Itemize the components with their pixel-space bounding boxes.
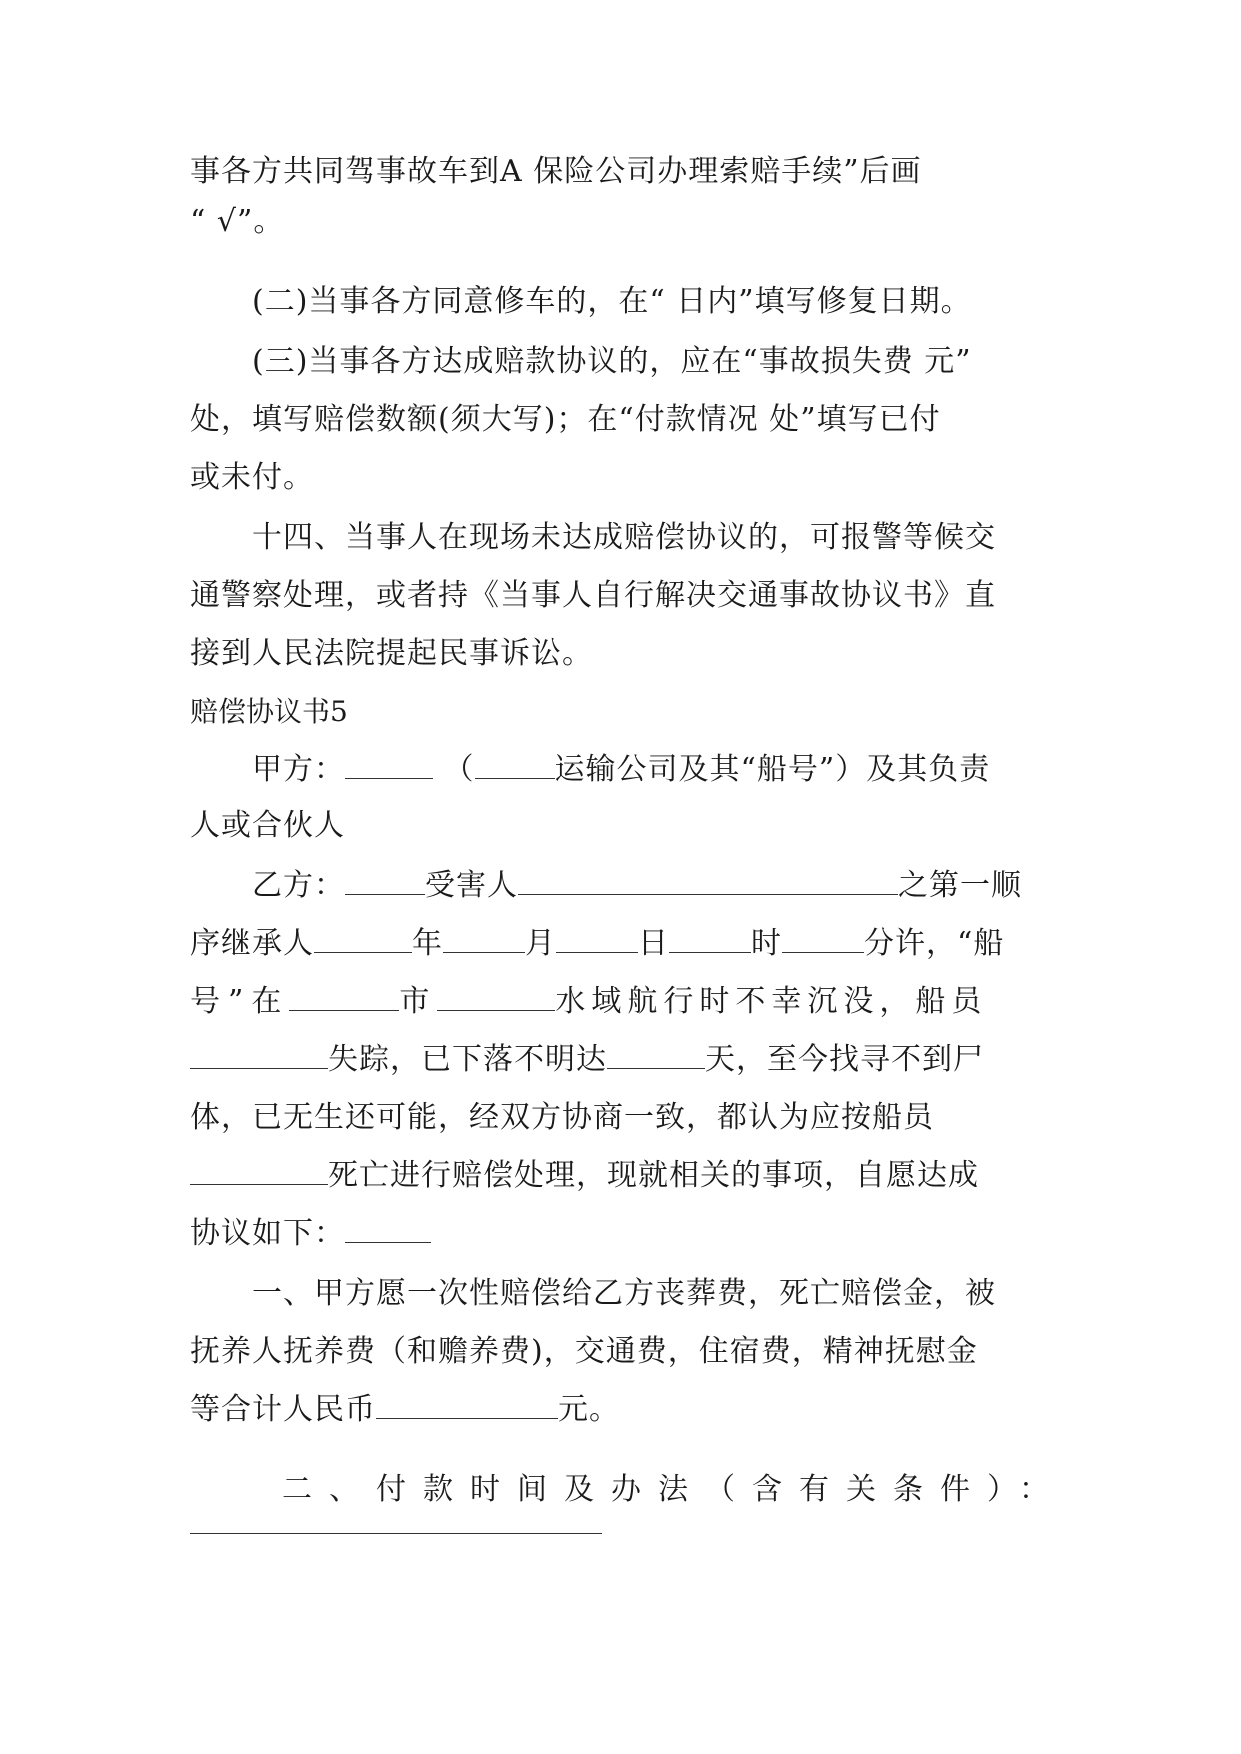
party-a-label: 甲方： xyxy=(252,752,345,787)
text-segment: 抚养人抚养费（和赡养费)，交通费，住宿费，精神抚慰金 xyxy=(190,1334,978,1369)
text-segment: 日 xyxy=(638,926,669,961)
paren-open: （ xyxy=(443,752,475,787)
paragraph-line xyxy=(190,576,1050,616)
blank-field xyxy=(607,1040,705,1069)
blank-field xyxy=(345,750,433,779)
paragraph-line xyxy=(190,806,1050,846)
blank-field xyxy=(437,982,555,1011)
text-line: (三)当事各方达成赔款协议的，应在“事故损失费 元” xyxy=(252,344,972,379)
paragraph-line xyxy=(190,458,1050,498)
text-segment: 时 xyxy=(751,926,782,961)
text-segment: 号”在 xyxy=(190,984,290,1019)
clause-1-line xyxy=(190,1390,1050,1430)
paragraph-line xyxy=(190,400,1050,440)
party-b-line xyxy=(190,1214,1050,1254)
party-b-line xyxy=(252,866,1112,906)
party-b-line xyxy=(190,1098,1050,1138)
paragraph-line xyxy=(190,202,1050,242)
text-segment: 协议如下： xyxy=(190,1216,345,1251)
blank-field xyxy=(345,866,425,895)
text-segment: 死亡进行赔偿处理，现就相关的事项，自愿达成 xyxy=(328,1158,979,1193)
paragraph-line xyxy=(252,342,1112,382)
text-segment: 水域航行时不幸沉没，船员 xyxy=(555,984,988,1019)
text-segment: 市 xyxy=(399,984,438,1019)
text-line: 通警察处理，或者持《当事人自行解决交通事故协议书》直 xyxy=(190,578,996,613)
blank-field xyxy=(782,924,864,953)
section-heading-text: 赔偿协议书5 xyxy=(190,695,348,728)
blank-field xyxy=(443,924,525,953)
blank-field xyxy=(475,750,555,779)
paragraph-line xyxy=(252,282,1112,322)
paragraph-line xyxy=(252,518,1112,558)
text-segment: 年 xyxy=(412,926,443,961)
clause-1-line xyxy=(252,1274,1112,1314)
text-segment: 等合计人民币 xyxy=(190,1392,376,1427)
text-segment: 序继承人 xyxy=(190,926,314,961)
text-line: 十四、当事人在现场未达成赔偿协议的，可报警等候交 xyxy=(252,520,996,555)
text-segment: 分许，“船 xyxy=(864,926,1005,961)
party-a-text: 运输公司及其“船号”）及其负责 xyxy=(554,752,991,787)
section-heading xyxy=(190,692,1050,732)
party-b-line xyxy=(190,982,1050,1022)
party-b-label: 乙方： xyxy=(252,868,345,903)
heir-label: 之第一顺 xyxy=(898,868,1022,903)
blank-field xyxy=(190,1156,328,1185)
text-line: 或未付。 xyxy=(190,460,314,495)
party-a-continuation: 人或合伙人 xyxy=(190,808,345,843)
blank-field xyxy=(556,924,638,953)
clause-2-line xyxy=(282,1470,1066,1510)
text-segment: 体，已无生还可能，经双方协商一致，都认为应按船员 xyxy=(190,1100,934,1135)
text-segment: 失踪，已下落不明达 xyxy=(328,1042,607,1077)
text-segment: 一、甲方愿一次性赔偿给乙方丧葬费，死亡赔偿金，被 xyxy=(252,1276,996,1311)
text-segment: 元。 xyxy=(558,1392,620,1427)
text-line: 事各方共同驾事故车到A 保险公司办理索赔手续”后画 xyxy=(190,154,922,189)
blank-field xyxy=(289,982,399,1011)
text-segment: 天，至今找寻不到尸 xyxy=(705,1042,984,1077)
party-b-line xyxy=(190,924,1050,964)
victim-label: 受害人 xyxy=(425,868,518,903)
clause-1-line xyxy=(190,1332,1050,1372)
blank-field xyxy=(190,1533,602,1534)
text-segment: 月 xyxy=(525,926,556,961)
blank-field xyxy=(376,1390,558,1419)
text-segment: 二、付款时间及办法（含有关条件）： xyxy=(282,1472,1066,1507)
blank-field xyxy=(518,866,898,895)
text-line: (二)当事各方同意修车的，在“ 日内”填写修复日期。 xyxy=(252,284,972,319)
blank-field xyxy=(669,924,751,953)
paragraph-line xyxy=(190,634,1050,674)
paragraph-line xyxy=(190,152,1050,192)
blank-field xyxy=(314,924,412,953)
party-b-line xyxy=(190,1040,1050,1080)
party-b-line xyxy=(190,1156,1050,1196)
party-a-line xyxy=(252,750,1112,790)
text-line: 接到人民法院提起民事诉讼。 xyxy=(190,636,593,671)
blank-field xyxy=(345,1214,431,1243)
text-line: “ √”。 xyxy=(190,204,285,239)
blank-field xyxy=(190,1040,328,1069)
text-line: 处，填写赔偿数额(须大写)；在“付款情况 处”填写已付 xyxy=(190,402,941,437)
